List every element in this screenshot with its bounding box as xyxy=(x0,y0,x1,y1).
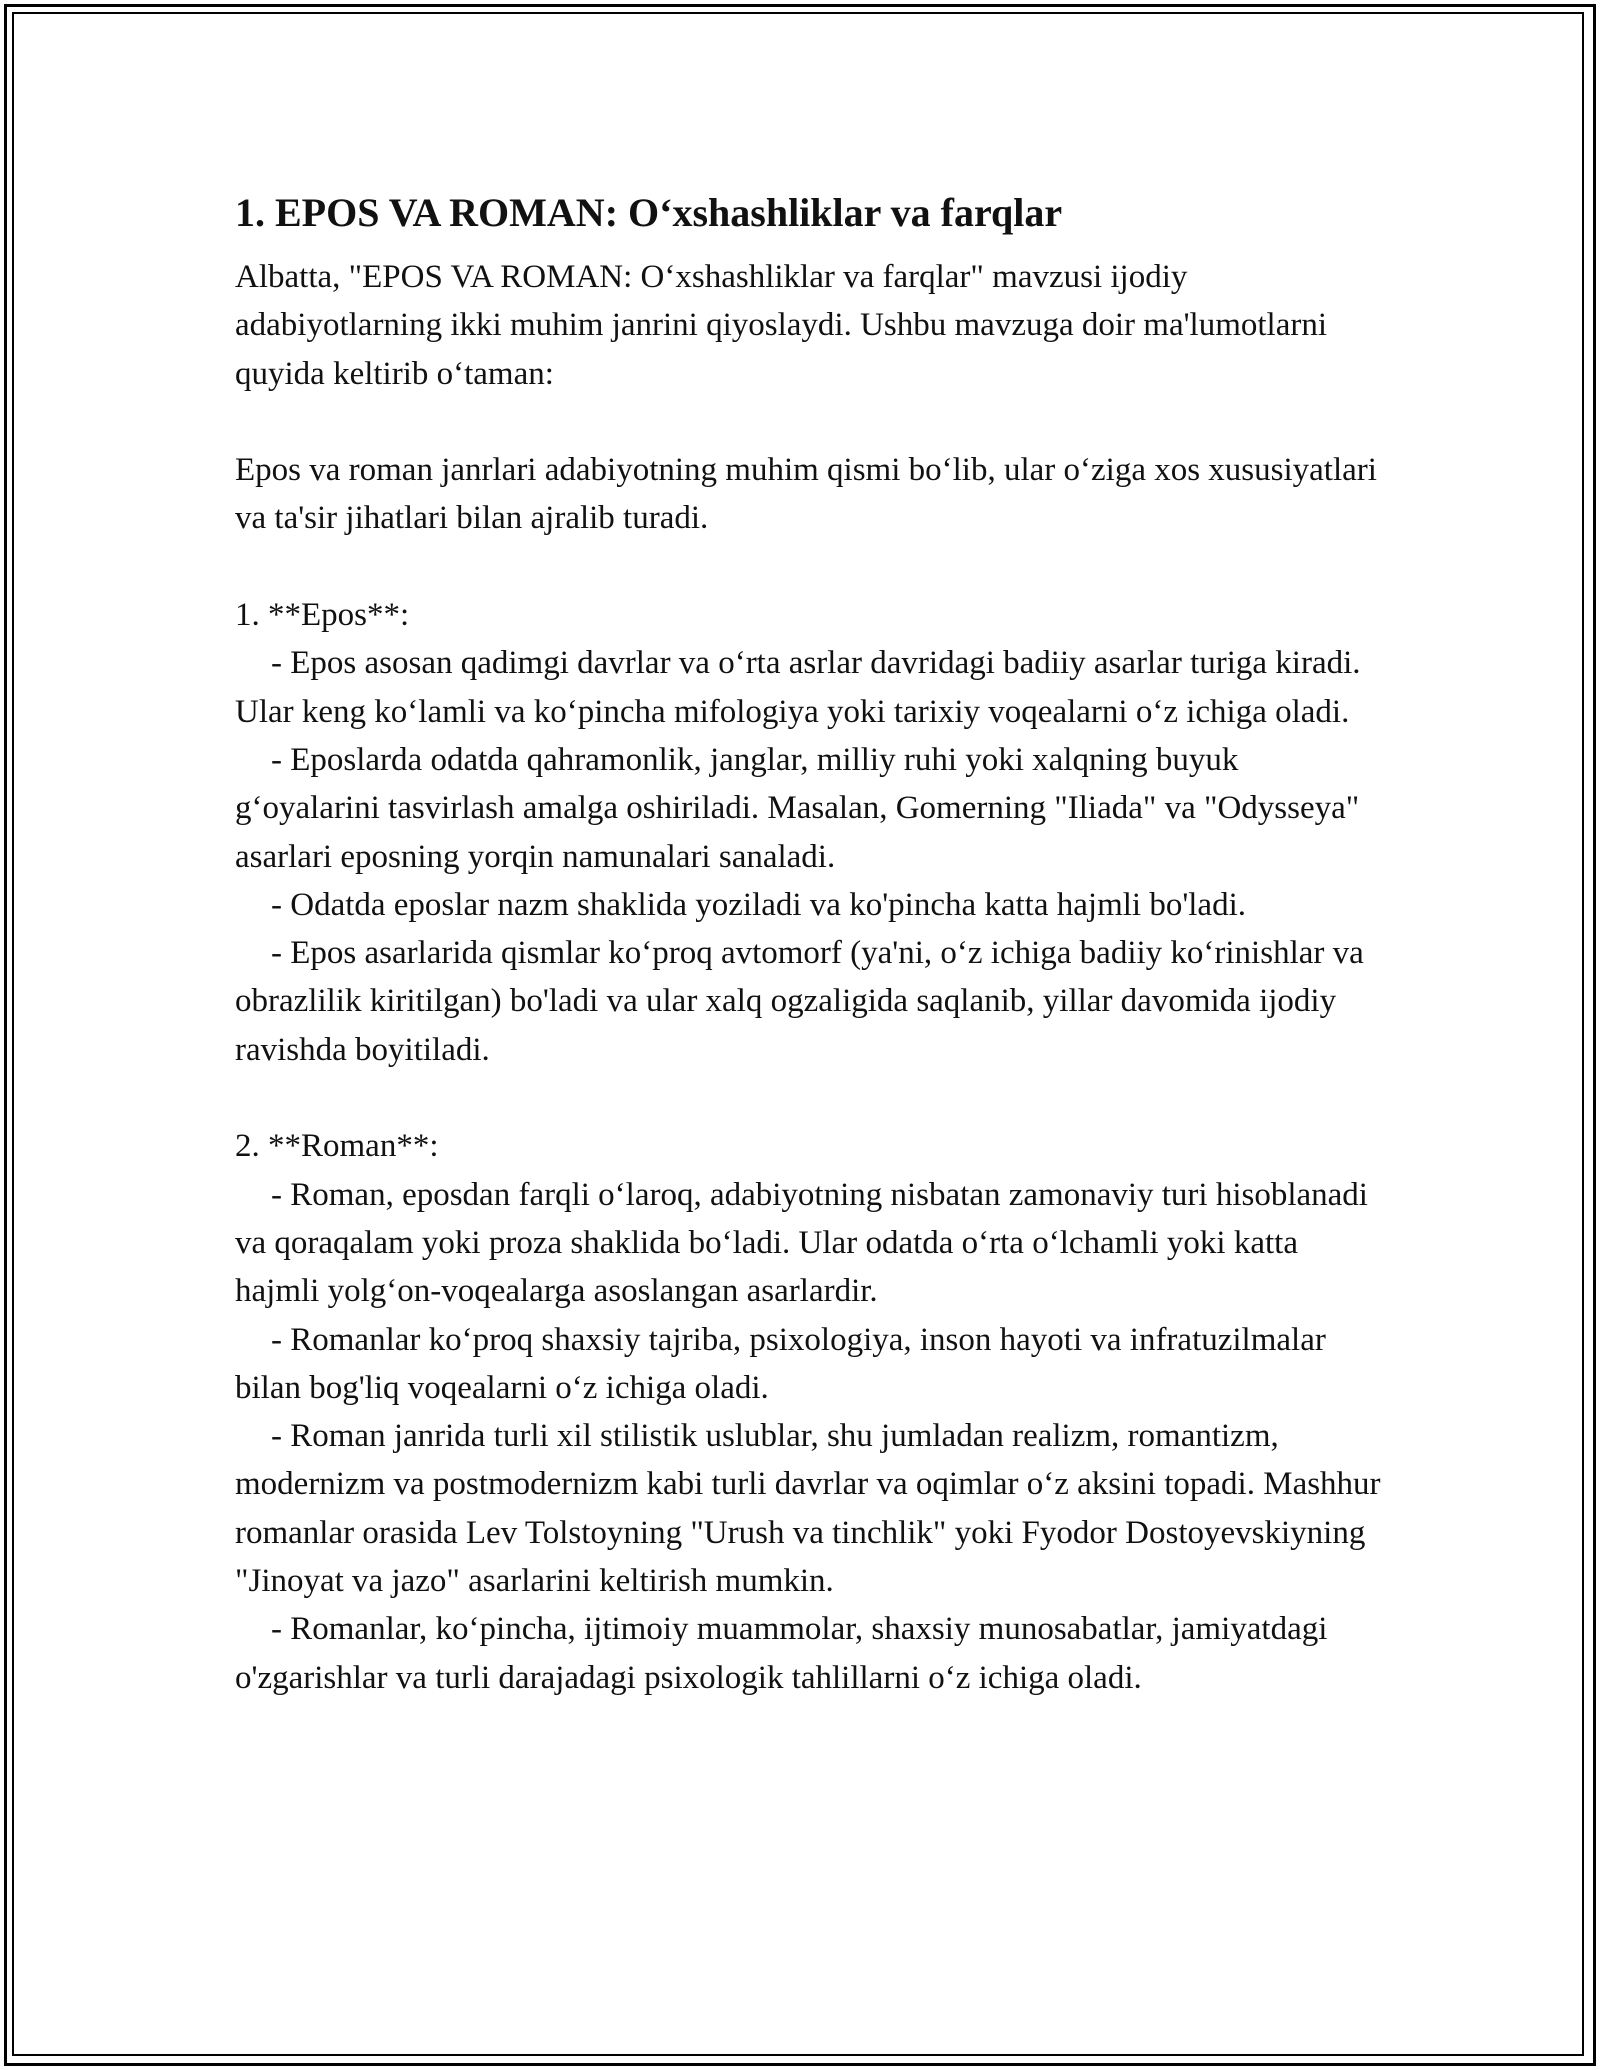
list-item: - Roman janrida turli xil stilistik uslublar, shu jumladan realizm, romantizm, modernizm va postmodernizm kabi turli davrlar va oqimlar o‘z aksini topadi. Mashhur romanlar orasida Lev Tolstoyning "Urush va tinchlik" yoki Fyodor Dostoyevskiyning "Jinoyat va jazo" asarlarini keltirish mumkin. xyxy=(235,1418,1389,1600)
section-roman xyxy=(235,1122,1389,1702)
section-heading-epos: 1. **Epos**: xyxy=(235,597,410,634)
paragraph-spacer xyxy=(235,398,1385,446)
paragraph-spacer xyxy=(235,1074,1385,1122)
document-body xyxy=(235,185,1389,1702)
paragraph-spacer xyxy=(235,543,1385,591)
list-item: - Roman, eposdan farqli o‘laroq, adabiyotning nisbatan zamonaviy turi hisoblanadi va qoraqalam yoki proza shaklida bo‘ladi. Ular odatda o‘rta o‘lchamli yoki katta hajmli yolg‘on-voqealarga asoslangan asarlardir. xyxy=(235,1176,1377,1310)
list-item: - Odatda eposlar nazm shaklida yoziladi va ko'pincha katta hajmli bo'ladi. xyxy=(271,886,1246,923)
list-item: - Epos asosan qadimgi davrlar va o‘rta asrlar davridagi badiiy asarlar turiga kiradi. Ular keng ko‘lamli va ko‘pincha mifologiya yoki tarixiy voqealarni o‘z ichiga oladi. xyxy=(235,645,1369,730)
document-title: 1. EPOS VA ROMAN: O‘xshashliklar va farqlar xyxy=(235,190,1063,235)
list-item: - Romanlar, ko‘pincha, ijtimoiy muammolar, shaxsiy munosabatlar, jamiyatdagi o'zgarishlar va turli darajadagi psixologik tahlillarni o‘z ichiga oladi. xyxy=(235,1611,1336,1696)
intro-paragraph: Albatta, "EPOS VA ROMAN: O‘xshashliklar va farqlar" mavzusi ijodiy adabiyotlarning ikki muhim janrini qiyoslaydi. Ushbu mavzuga doir ma'lumotlarni quyida keltirib o‘taman: xyxy=(235,259,1336,392)
list-item: - Epos asarlarida qismlar ko‘proq avtomorf (ya'ni, o‘z ichiga badiiy ko‘rinishlar va obrazlilik kiritilgan) bo'ladi va ular xalq ogzaligida saqlanib, yillar davomida ijodiy ravishda boyitiladi. xyxy=(235,935,1373,1068)
list-item: - Romanlar ko‘proq shaxsiy tajriba, psixologiya, inson hayoti va infratuzilmalar bilan bog'liq voqealarni o‘z ichiga oladi. xyxy=(235,1321,1335,1406)
section-heading-roman: 2. **Roman**: xyxy=(235,1128,439,1165)
overview-paragraph: Epos va roman janrlari adabiyotning muhim qismi bo‘lib, ular o‘ziga xos xususiyatlari va ta'sir jihatlari bilan ajralib turadi. xyxy=(235,452,1386,537)
section-epos xyxy=(235,591,1385,1074)
list-item: - Eposlarda odatda qahramonlik, janglar, milliy ruhi yoki xalqning buyuk g‘oyalarini tasvirlash amalga oshiriladi. Masalan, Gomerning "Iliada" va "Odysseya" asarlari eposning yorqin namunalari sanaladi. xyxy=(235,741,1368,875)
